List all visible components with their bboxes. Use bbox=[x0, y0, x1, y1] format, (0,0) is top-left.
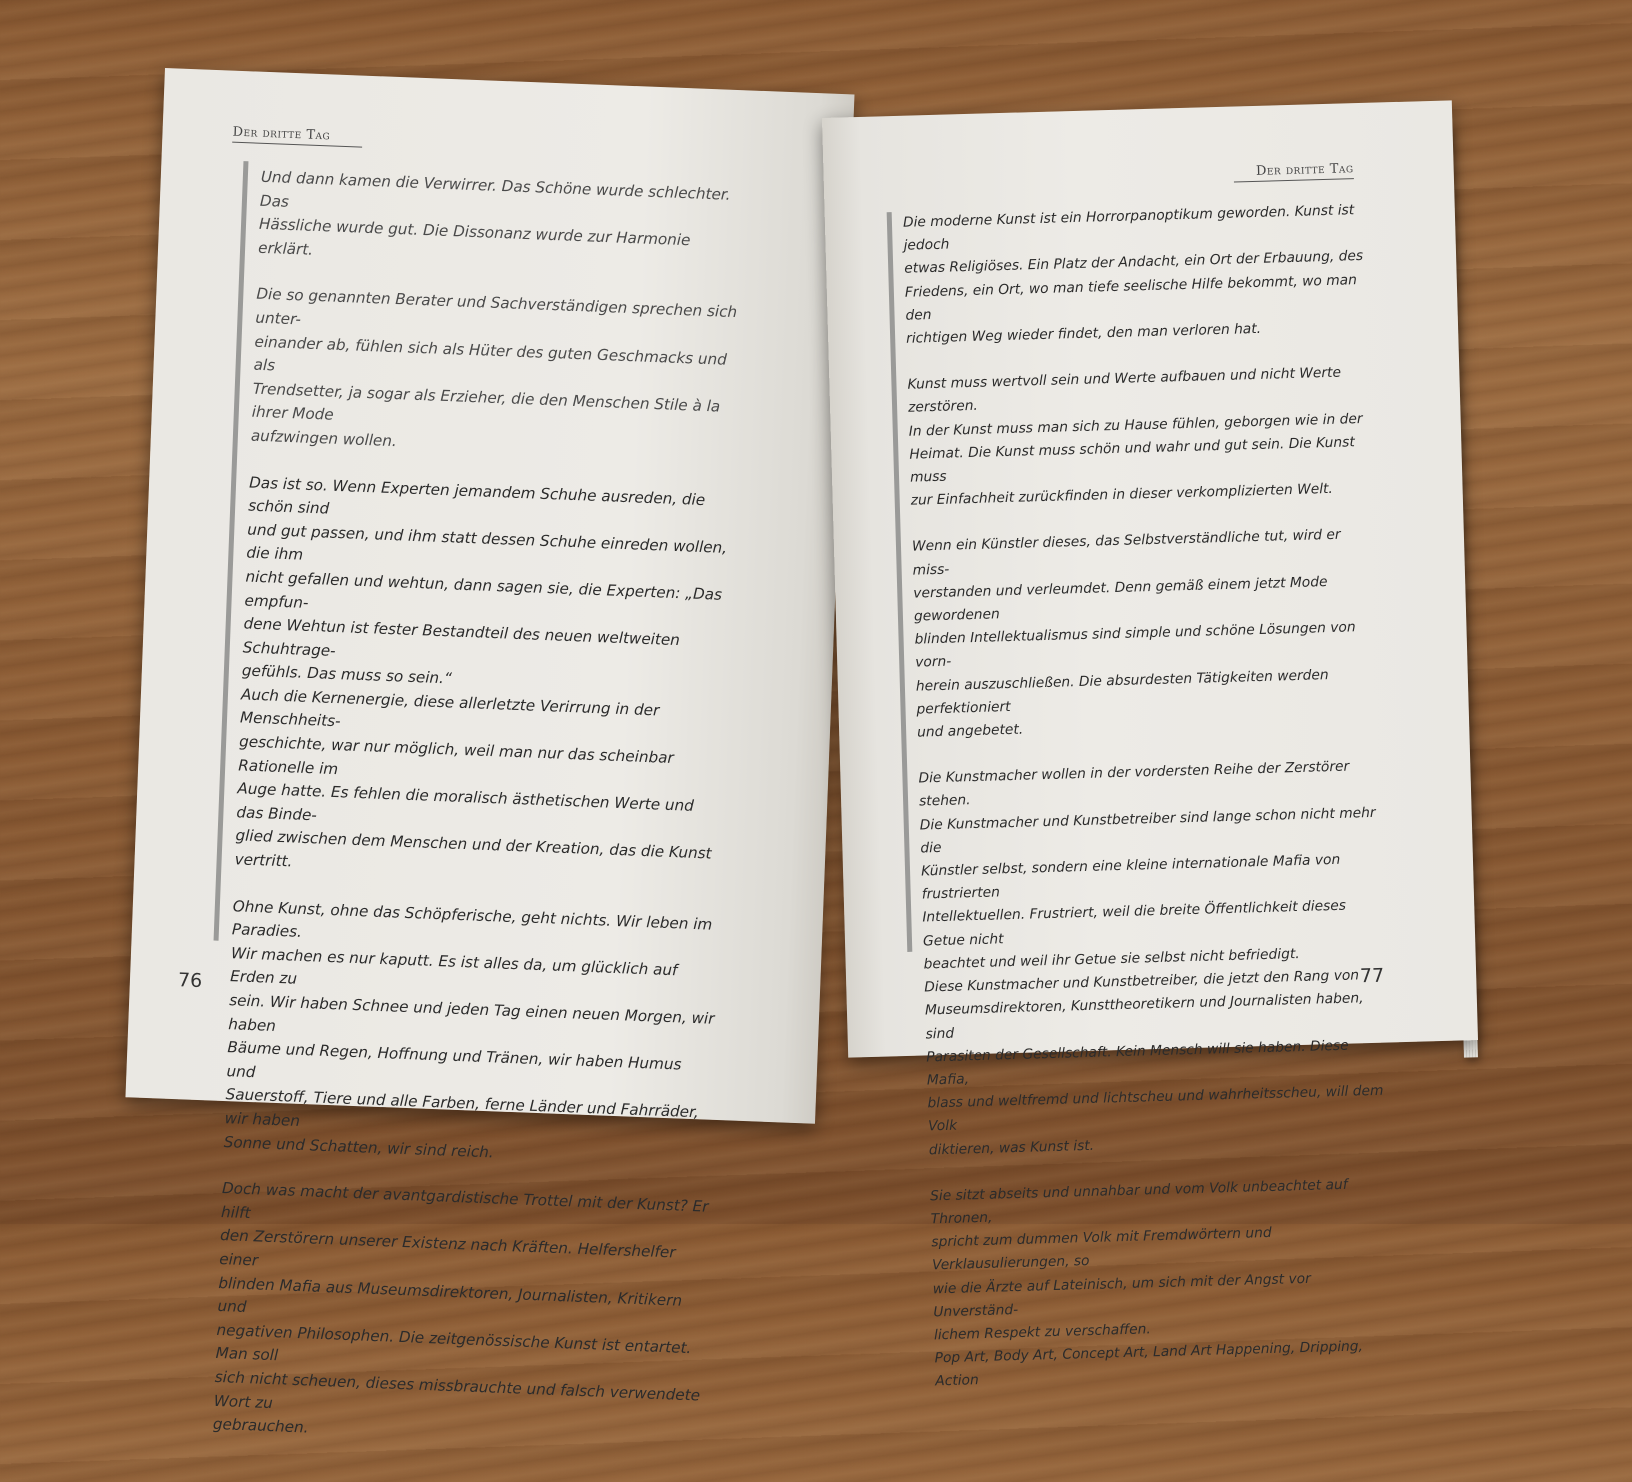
paragraph: Kunst muss wertvoll sein und Werte aufbauen und nicht Werte zerstören. In der Kunst muss man sich zu Hause fühlen, geborgen wie in der Heimat. Die Kunst muss schön und wahr und gut sein. Die Kunst muss zur Einfachheit zurückfinden in dieser verkomplizierten Welt. bbox=[907, 364, 1363, 509]
paragraph: Wenn ein Künstler dieses, das Selbstverständliche tut, wird er miss- verstanden und verleumdet. Denn gemäß einem jetzt Mode gewordenen blinden Intellektualismus sind simple und schöne Lösungen von vorn- herein auszuschließen. Die absurdesten Tätigkeiten werden perfektioniert und angebetet. bbox=[911, 527, 1356, 741]
left-page bbox=[125, 68, 854, 1437]
paragraph: Auch die Kernenergie, diese allerletzte Verirrung in der Menschheits- geschichte, war nur möglich, weil man nur das scheinbar Rationelle im Auge hatte. Es fehlen die moralisch ästhetischen Werte und das Binde- glied zwischen dem Menschen und der Kreation, das die Kunst vertritt. bbox=[234, 685, 712, 871]
paragraph: Diese Kunstmacher und Kunstbetreiber, die jetzt den Rang von Museumsdirektoren, Kunsttheoretikern und Journalisten haben, sind Parasiten der Gesellschaft. Kein Mensch will sie haben. Diese Mafia, blass und weltfremd und lichtscheu und wahrheitsscheu, will dem Volk diktieren, was Kunst ist. bbox=[924, 967, 1384, 1158]
page-number: 76 bbox=[177, 969, 203, 993]
paragraph: Sie sitzt abseits und unnahbar und vom Volk unbeachtet auf Thronen, spricht zum dummen Volk mit Fremdwörtern und Verklausulierungen, so wie die Ärzte auf Lateinisch, um sich mit der Angst vor Unverständ- lichem Respekt zu verschaffen. bbox=[929, 1176, 1348, 1344]
right-page bbox=[822, 100, 1478, 1390]
running-head: Der dritte Tag bbox=[1233, 161, 1353, 182]
left-page-text bbox=[212, 166, 749, 1478]
paragraph: Die Kunstmacher wollen in der vordersten Reihe der Zerstörer stehen. Die Kunstmacher und Kunstbetreiber sind lange schon nicht mehr die Künstler selbst, sondern eine kleine internationale Mafia von frustrierten Intellektuellen. Frustriert, weil die breite Öffentlichkeit dieses Getue nicht beachtet und weil ihr Getue sie selbst nicht befriedigt. bbox=[918, 758, 1376, 973]
paragraph: Ohne Kunst, ohne das Schöpferische, geht nichts. Wir leben im Paradies. Wir machen es nur kaputt. Es ist alles da, um glücklich auf Erden zu sein. Wir haben Schnee und jeden Tag einen neuen Morgen, wir haben Bäume und Regen, Hoffnung und Tränen, wir haben Humus und Sauerstoff, Tiere und alle Farben, ferne Länder und Fahrräder, wir haben Sonne und Schatten, wir sind reich. bbox=[223, 896, 715, 1161]
paragraph: Doch was macht der avantgardistische Trottel mit der Kunst? Er hilft den Zerstörern unserer Existenz nach Kräften. Helfershelfer einer blinden Mafia aus Museumsdirektoren, Journalisten, Kritikern und negativen Philosophen. Die zeitgenössische Kunst ist entartet. Man soll sich nicht scheuen, dieses missbrauchte und falsch verwendete Wort zu gebrauchen. bbox=[212, 1179, 709, 1437]
paragraph: Und dann kamen die Verwirrer. Das Schöne wurde schlechter. Das Hässliche wurde gut. Die Dissonanz wurde zur Harmonie erklärt. bbox=[257, 167, 731, 259]
running-head: Der dritte Tag bbox=[232, 125, 363, 148]
paragraph: Die so genannten Berater und Sachverständigen sprechen sich unter- einander ab, fühlen sich als Hüter des guten Geschmacks und als Trendsetter, ja sogar als Erzieher, die den Menschen Stile à la ihrer Mode aufzwingen wollen. bbox=[250, 285, 738, 451]
paragraph: Das ist so. Wenn Experten jemandem Schuhe ausreden, die schön sind und gut passen, und ihm statt dessen Schuhe einreden wollen, die ihm nicht gefallen und wehtun, dann sagen sie, die Experten: „Das empfun- dene Wehtun ist fester Bestandteil des neuen weltweiten Schuhtrage- gefühls. Das muss so sein.“ bbox=[241, 473, 728, 688]
page-number: 77 bbox=[1359, 964, 1385, 988]
paragraph: Pop Art, Body Art, Concept Art, Land Art Happening, Dripping, Action bbox=[934, 1338, 1364, 1390]
right-page-text bbox=[903, 199, 1398, 1394]
paragraph: Die moderne Kunst ist ein Horrorpanoptikum geworden. Kunst ist jedoch etwas Religiöses. Ein Platz der Andacht, ein Ort der Erbauung, des Friedens, ein Ort, wo man tiefe seelische Hilfe bekommt, wo man den richtigen Weg wieder findet, den man verloren hat. bbox=[902, 202, 1364, 347]
